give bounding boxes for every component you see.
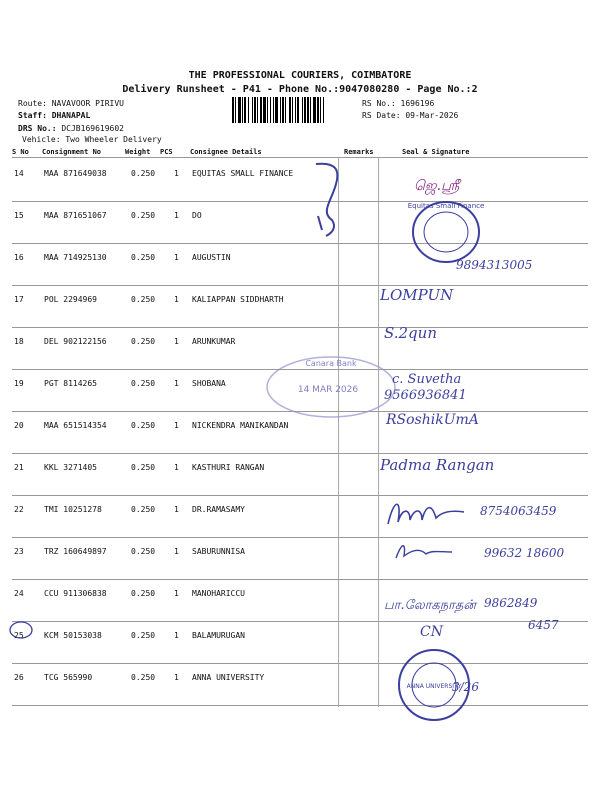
weight-cell: 0.250 [131, 169, 156, 178]
runsheet-title: Delivery Runsheet - P41 - Phone No.:9047080280 - Page No.:2 [122, 84, 478, 95]
col-sno: S No [12, 148, 29, 156]
phone-row25: 9862849 [484, 596, 538, 610]
rs-no-value: 1696196 [400, 99, 435, 108]
sno-cell: 25 [14, 631, 24, 640]
consignment-cell: PGT 8114265 [44, 379, 97, 388]
consignee-cell: DR.RAMASAMY [192, 505, 245, 514]
rs-date-value: 09-Mar-2026 [405, 111, 459, 120]
consignment-cell: MAA 871651067 [44, 211, 107, 220]
weight-cell: 0.250 [131, 211, 156, 220]
sno-cell: 22 [14, 505, 24, 514]
sno-cell: 17 [14, 295, 24, 304]
barcode-bar [292, 97, 293, 123]
consignee-cell: KASTHURI RANGAN [192, 463, 265, 472]
drs-line [18, 124, 124, 133]
barcode-bar [235, 97, 236, 123]
rs-date-label: RS Date: [362, 111, 401, 120]
barcode-bar [302, 97, 303, 123]
barcode-bar [289, 97, 291, 123]
barcode-bar [310, 97, 311, 123]
barcode-bar [307, 97, 309, 123]
consignee-cell: ANNA UNIVERSITY [192, 673, 265, 682]
company-title: THE PROFESSIONAL COURIERS, COIMBATORE [188, 70, 412, 81]
sno-cell: 23 [14, 547, 24, 556]
phone-row23: 99632 18600 [484, 546, 565, 560]
table-row [0, 622, 600, 664]
pcs-cell: 1 [174, 505, 179, 514]
consignee-cell: ARUNKUMAR [192, 337, 236, 346]
barcode-bar [304, 97, 306, 123]
consignee-cell: DO [192, 211, 202, 220]
pcs-cell: 1 [174, 379, 179, 388]
staff-label: Staff: [18, 111, 47, 120]
barcode-bar [242, 97, 243, 123]
col-remarks: Remarks [344, 148, 374, 156]
consignee-cell: AUGUSTIN [192, 253, 231, 262]
row-rule [12, 705, 588, 706]
barcode-bar [263, 97, 266, 123]
weight-cell: 0.250 [131, 421, 156, 430]
signature-row20: RSoshikUmA [386, 412, 479, 428]
signature-row17: LOMPUN [380, 286, 454, 304]
sno-cell: 15 [14, 211, 24, 220]
rs-date-line [362, 111, 458, 120]
canara-bank-stamp [262, 352, 400, 422]
weight-cell: 0.250 [131, 505, 156, 514]
vehicle-value: Two Wheeler Delivery [65, 135, 162, 144]
barcode-bar [282, 97, 284, 123]
pcs-cell: 1 [174, 295, 179, 304]
weight-cell: 0.250 [131, 547, 156, 556]
route-value: NAVAVOOR PIRIVU [51, 99, 124, 108]
weight-cell: 0.250 [131, 463, 156, 472]
consignee-cell: SABURUNNISA [192, 547, 245, 556]
consignee-cell: KALIAPPAN SIDDHARTH [192, 295, 284, 304]
signature-row18: S.2qun [384, 324, 437, 342]
consignment-cell: DEL 902122156 [44, 337, 107, 346]
route-line [18, 99, 124, 108]
pcs-cell: 1 [174, 631, 179, 640]
sno-cell: 19 [14, 379, 24, 388]
col-seal: Seal & Signature [402, 148, 470, 156]
consignment-cell: MAA 871649038 [44, 169, 107, 178]
table-row [0, 664, 600, 706]
rs-no-line [362, 99, 434, 108]
vehicle-label: Vehicle: [22, 135, 61, 144]
barcode-bar [285, 97, 286, 123]
signature-scribble-row14 [296, 160, 356, 242]
col-weight: Weight [125, 148, 151, 156]
sno-cell: 24 [14, 589, 24, 598]
phone-row22: 8754063459 [480, 504, 557, 518]
tamil-note-row24: பா.லோகநாதன் [384, 598, 476, 613]
weight-cell: 0.250 [131, 295, 156, 304]
barcode-bar [232, 97, 234, 123]
barcode-bar [270, 97, 271, 123]
drs-value: DCJB169619602 [61, 124, 124, 133]
circled-row25-marker [8, 620, 34, 640]
rs-no-label: RS No.: [362, 99, 396, 108]
staff-line [18, 111, 90, 120]
pcs-cell: 1 [174, 421, 179, 430]
barcode-bar [238, 97, 241, 123]
consignment-cell: TCG 565990 [44, 673, 93, 682]
route-label: Route: [18, 99, 47, 108]
barcode-bar [248, 97, 249, 123]
weight-cell: 0.250 [131, 673, 156, 682]
anna-stamp-text: ANNA UNIVERSITY [406, 683, 462, 690]
canara-stamp-name: Canara Bank [305, 359, 357, 368]
equitas-stamp-text: Equitas Small Finance [407, 202, 485, 210]
consignment-cell: CCU 911306838 [44, 589, 107, 598]
pcs-cell: 1 [174, 337, 179, 346]
sno-cell: 21 [14, 463, 24, 472]
sno-cell: 14 [14, 169, 24, 178]
weight-cell: 0.250 [131, 337, 156, 346]
sno-cell: 20 [14, 421, 24, 430]
signature-row22 [384, 494, 474, 530]
phone-row19: 9566936841 [384, 388, 467, 403]
date-row26: 3/26 [452, 680, 479, 694]
cn-note-row25: CN [420, 624, 443, 640]
weight-cell: 0.250 [131, 589, 156, 598]
table-row [0, 454, 600, 496]
barcode-bar [320, 97, 321, 123]
consignee-cell: NICKENDRA MANIKANDAN [192, 421, 289, 430]
consignee-cell: EQUITAS SMALL FINANCE [192, 169, 294, 178]
barcode [232, 97, 356, 123]
weight-cell: 0.250 [131, 379, 156, 388]
pcs-cell: 1 [174, 211, 179, 220]
pcs-cell: 1 [174, 253, 179, 262]
consignee-cell: BALAMURUGAN [192, 631, 245, 640]
table-row [0, 286, 600, 328]
signature-row23 [392, 538, 462, 562]
header-rule [12, 157, 588, 158]
consignee-cell: MANOHARICCU [192, 589, 245, 598]
weight-cell: 0.250 [131, 253, 156, 262]
barcode-bar [252, 97, 253, 123]
signature-row21: Padma Rangan [380, 456, 495, 474]
barcode-bar [275, 97, 278, 123]
weight-cell: 0.250 [131, 631, 156, 640]
drs-label: DRS No.: [18, 124, 57, 133]
col-pcs: PCS [160, 148, 173, 156]
col-consignee: Consignee Details [190, 148, 262, 156]
pcs-cell: 1 [174, 463, 179, 472]
consignee-cell: SHOBANA [192, 379, 226, 388]
canara-stamp-date: 14 MAR 2026 [297, 385, 359, 395]
sno-cell: 18 [14, 337, 24, 346]
consignment-cell: TRZ 160649897 [44, 547, 107, 556]
staff-value: DHANAPAL [51, 111, 91, 120]
pcs-cell: 1 [174, 673, 179, 682]
barcode-bar [323, 97, 324, 123]
number-row25: 6457 [528, 618, 559, 632]
consignment-cell: KCM 50153038 [44, 631, 102, 640]
consignment-cell: MAA 651514354 [44, 421, 107, 430]
consignment-cell: POL 2294969 [44, 295, 97, 304]
vehicle-line [22, 135, 162, 144]
barcode-bar [260, 97, 262, 123]
barcode-bar [297, 97, 299, 123]
sno-cell: 16 [14, 253, 24, 262]
name-row19: c. Suvetha [392, 372, 462, 387]
barcode-bar [267, 97, 268, 123]
sno-cell: 26 [14, 673, 24, 682]
barcode-bar [295, 97, 296, 123]
consignment-cell: TMI 10251278 [44, 505, 102, 514]
phone-row16: 9894313005 [456, 258, 533, 272]
consignment-cell: MAA 714925130 [44, 253, 107, 262]
remark-row14: ஜெ.ஸ்ரீ [414, 178, 460, 194]
barcode-bar [273, 97, 274, 123]
barcode-bar [280, 97, 281, 123]
col-consignment: Consignment No [42, 148, 102, 156]
barcode-bar [257, 97, 258, 123]
pcs-cell: 1 [174, 169, 179, 178]
barcode-bar [313, 97, 316, 123]
barcode-bar [254, 97, 256, 123]
barcode-bar [317, 97, 319, 123]
barcode-bar [244, 97, 246, 123]
consignment-cell: KKL 3271405 [44, 463, 97, 472]
pcs-cell: 1 [174, 589, 179, 598]
pcs-cell: 1 [174, 547, 179, 556]
